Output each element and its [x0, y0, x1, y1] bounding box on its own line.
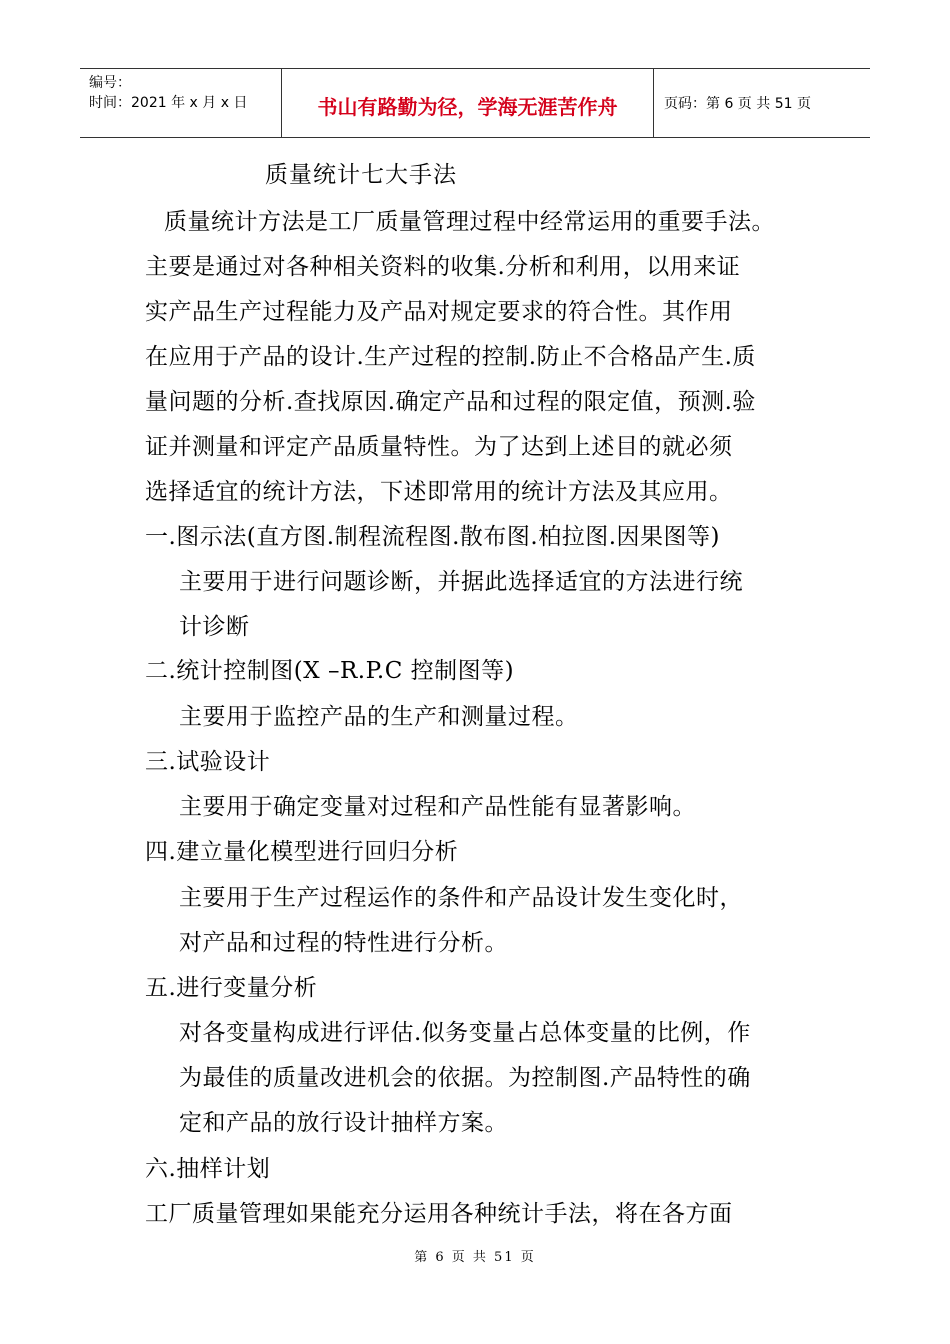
header-motto: 书山有路勤为径，学海无涯苦作舟	[282, 69, 654, 137]
body-line: 定和产品的放行设计抽样方案。	[179, 1110, 508, 1136]
page-footer: 第 6 页 共 51 页	[414, 1250, 536, 1265]
body-line: 在应用于产品的设计.生产过程的控制.防止不合格品产生.质	[145, 344, 756, 370]
body-line: 选择适宜的统计方法，下述即常用的统计方法及其应用。	[145, 479, 733, 505]
header-meta	[80, 69, 282, 137]
body-line: 对产品和过程的特性进行分析。	[179, 930, 508, 956]
body-line: 证并测量和评定产品质量特性。为了达到上述目的就必须	[145, 434, 733, 460]
doc-number-label: 编号：	[89, 75, 131, 91]
document-title: 质量统计七大手法	[265, 162, 457, 188]
body-line: 主要用于生产过程运作的条件和产品设计发生变化时，	[179, 885, 743, 911]
body-line: 工厂质量管理如果能充分运用各种统计手法，将在各方面	[145, 1201, 733, 1227]
section-heading: 一.图示法(直方图.制程流程图.散布图.柏拉图.因果图等)	[145, 524, 721, 550]
body-line: 量问题的分析.查找原因.确定产品和过程的限定值，预测.验	[145, 389, 756, 415]
section-heading: 四.建立量化模型进行回归分析	[145, 839, 459, 865]
section-heading: 三.试验设计	[145, 749, 271, 775]
body-line: 为最佳的质量改进机会的依据。为控制图.产品特性的确	[179, 1065, 751, 1091]
body-line: 对各变量构成进行评估.似务变量占总体变量的比例，作	[179, 1020, 751, 1046]
body-line: 质量统计方法是工厂质量管理过程中经常运用的重要手法。	[164, 209, 775, 235]
section-heading: 二.统计控制图(X –R.P.C 控制图等)	[145, 658, 515, 684]
doc-time-label: 时间：2021 年 x 月 x 日	[89, 95, 248, 111]
header-page-info: 页码：第 6 页 共 51 页	[664, 96, 811, 112]
body-line: 主要用于进行问题诊断，并据此选择适宜的方法进行统	[179, 569, 743, 595]
body-line: 实产品生产过程能力及产品对规定要求的符合性。其作用	[145, 299, 733, 325]
body-line: 主要用于确定变量对过程和产品性能有显著影响。	[179, 794, 696, 820]
body-line: 主要是通过对各种相关资料的收集.分析和利用，以用来证	[145, 254, 741, 280]
body-line: 计诊断	[179, 614, 250, 640]
body-line: 主要用于监控产品的生产和测量过程。	[179, 704, 579, 730]
section-heading: 五.进行变量分析	[145, 975, 318, 1001]
section-heading: 六.抽样计划	[145, 1156, 271, 1182]
page-header	[80, 68, 870, 138]
